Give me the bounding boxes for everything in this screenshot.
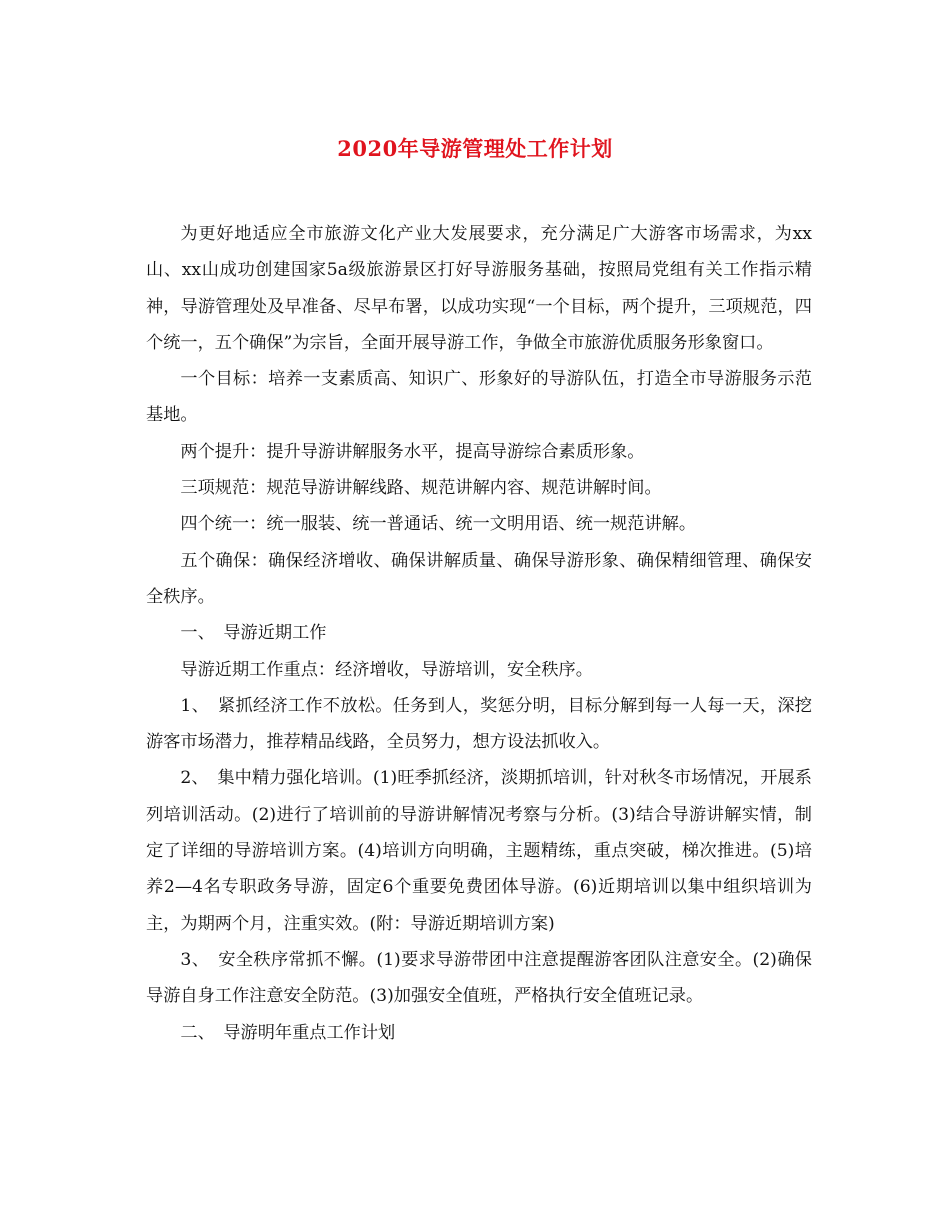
item-2-paragraph: 2、 集中精力强化培训。(1)旺季抓经济，淡期抓培训，针对秋冬市场情况，开展系列培训活动。(2)进行了培训前的导游讲解情况考察与分析。(3)结合导游讲解实情，制定了详细的导游培训方案。(4)培训方向明确，主题精练，重点突破，梯次推进。(5)培养2—4名专职政务导游，固定6个重要免费团体导游。(6)近期培训以集中组织培训为主，为期两个月，注重实效。(附：导游近期培训方案) [146, 768, 812, 934]
document-title: 2020年导游管理处工作计划 [337, 136, 613, 161]
section-heading-2: 二、 导游明年重点工作计划 [180, 1022, 396, 1043]
document-body [146, 216, 812, 1051]
item-3-paragraph: 3、 安全秩序常抓不懈。(1)要求导游带团中注意提醒游客团队注意安全。(2)确保导游自身工作注意安全防范。(3)加强安全值班，严格执行安全值班记录。 [146, 949, 812, 1007]
section-heading-1: 一、 导游近期工作 [180, 623, 327, 644]
standard-paragraph: 三项规范：规范导游讲解线路、规范讲解内容、规范讲解时间。 [180, 478, 662, 499]
item-1-paragraph: 1、 紧抓经济工作不放松。任务到人，奖惩分明，目标分解到每一人每一天，深挖游客市场潜力，推荐精品线路，全员努力，想方设法抓收入。 [146, 695, 812, 753]
intro-paragraph: 为更好地适应全市旅游文化产业大发展要求，充分满足广大游客市场需求，为xx山、xx山成功创建国家5a级旅游景区打好导游服务基础，按照局党组有关工作指示精神，导游管理处及早准备、尽早布署，以成功实现“一个目标，两个提升，三项规范，四个统一，五个确保”为宗旨，全面开展导游工作，争做全市旅游优质服务形象窗口。 [146, 224, 812, 353]
improvement-paragraph: 两个提升：提升导游讲解服务水平，提高导游综合素质形象。 [180, 441, 645, 462]
goal-paragraph: 一个目标：培养一支素质高、知识广、形象好的导游队伍，打造全市导游服务示范基地。 [146, 369, 812, 426]
guarantee-paragraph: 五个确保：确保经济增收、确保讲解质量、确保导游形象、确保精细管理、确保安全秩序。 [146, 550, 812, 607]
unification-paragraph: 四个统一：统一服装、统一普通话、统一文明用语、统一规范讲解。 [180, 514, 697, 535]
recent-focus-paragraph: 导游近期工作重点：经济增收，导游培训，安全秩序。 [180, 659, 593, 680]
